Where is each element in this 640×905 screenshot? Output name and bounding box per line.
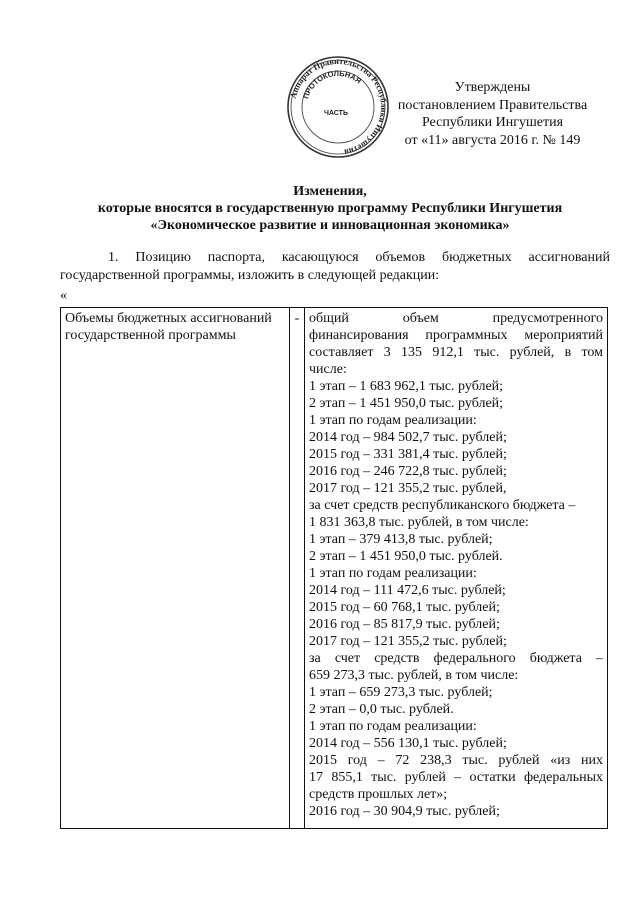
approval-line: Республики Ингушетия [421,115,564,130]
title-line: «Экономическое развитие и инновационная экономика» [150,218,510,233]
approval-line: от «11» августа 2016 г. № 149 [404,132,581,148]
funding-details-cell [305,308,608,829]
separator-cell: - [290,308,305,829]
funding-line: 17 855,1 тыс. рублей – остатки федеральных [309,770,603,785]
funding-line: финансирования программных мероприятий [309,328,603,343]
funding-line: 2 этап – 1 451 950,0 тыс. рублей; [309,396,504,411]
amendment-text: 1. Позицию паспорта, касающуюся объемов бюджетных ассигнований государственной программы, изложить в следующей редакции: [60,250,610,283]
funding-line: 2015 год – 60 768,1 тыс. рублей; [309,600,500,615]
approval-line: постановлением Правительства [397,97,588,113]
official-seal [286,55,390,159]
amendment-paragraph [60,249,610,285]
funding-line: 2 этап – 1 451 950,0 тыс. рублей. [309,549,503,564]
funding-line: 2015 год – 331 381,4 тыс. рублей; [309,447,507,462]
approval-block [380,79,605,149]
seal-center-text: ЧАСТЬ [324,110,348,117]
funding-line: 2014 год – 556 130,1 тыс. рублей; [309,736,507,751]
funding-line: за счет средств федерального бюджета – [309,651,603,666]
position-name-cell: Объемы бюджетных ассигнований государственной программы [61,308,290,829]
funding-line: 1 831 363,8 тыс. рублей, в том числе: [309,515,529,530]
funding-line: за счет средств республиканского бюджета – [309,498,576,513]
seal-inner-text: ПРОТОКОЛЬНАЯ [301,68,364,100]
funding-line: 2016 год – 30 904,9 тыс. рублей; [309,804,500,819]
funding-line: 2 этап – 0,0 тыс. рублей. [309,702,454,717]
funding-line: 2015 год – 72 238,3 тыс. рублей «из них [309,753,603,768]
funding-line: средств прошлых лет»; [309,787,448,802]
funding-line: общий объем предусмотренного [309,311,603,326]
funding-line: 1 этап – 659 273,3 тыс. рублей; [309,685,493,700]
funding-line: 2016 год – 85 817,9 тыс. рублей; [309,617,500,632]
title-line: которые вносятся в государственную программу Республики Ингушетия [97,201,563,216]
funding-line: 2017 год – 121 355,2 тыс. рублей, [309,481,507,496]
funding-line: 659 273,3 тыс. рублей, в том числе: [309,668,519,683]
funding-line: 1 этап – 379 413,8 тыс. рублей; [309,532,493,547]
funding-line: 1 этап по годам реализации: [309,719,477,734]
opening-quote: « [60,288,67,303]
table-row [61,308,608,829]
funding-line: 1 этап по годам реализации: [309,413,477,428]
funding-line: 1 этап по годам реализации: [309,566,477,581]
passport-table [60,307,608,829]
seal-outer-text: Аппарат Правительства Республики Ингушетия [287,55,390,158]
funding-line: 2014 год – 984 502,7 тыс. рублей; [309,430,507,445]
funding-line: 1 этап – 1 683 962,1 тыс. рублей; [309,379,504,394]
funding-line: 2014 год – 111 472,6 тыс. рублей; [309,583,506,598]
document-title [40,183,620,234]
funding-line: 2017 год – 121 355,2 тыс. рублей; [309,634,507,649]
title-line: Изменения, [293,184,367,199]
approval-line: Утверждены [454,80,531,95]
funding-line: 2016 год – 246 722,8 тыс. рублей; [309,464,507,479]
funding-line: числе: [309,362,347,377]
funding-line: составляет 3 135 912,1 тыс. рублей, в том [309,345,603,360]
